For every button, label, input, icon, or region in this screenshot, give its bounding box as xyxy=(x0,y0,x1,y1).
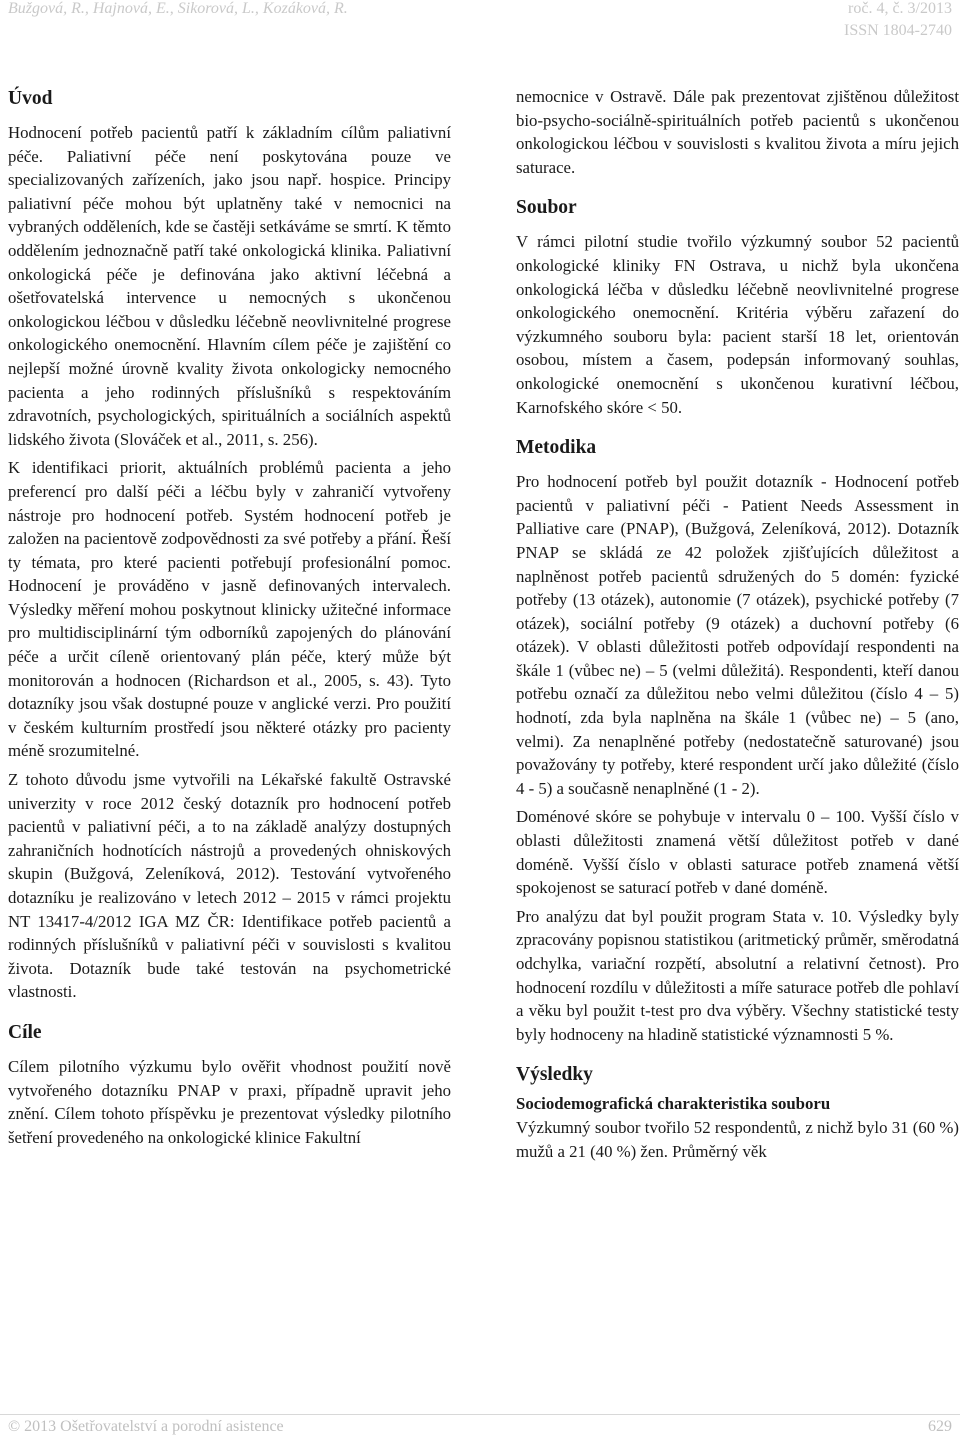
continuation-paragraph: nemocnice v Ostravě. Dále pak prezentovat zjištěnou důležitost bio-psycho-sociálně-spirituálních potřeb pacientů s ukončenou onkologickou léčbou v souvislosti s kvalitou života a míru jejich saturace. xyxy=(516,87,959,177)
footer-divider xyxy=(0,1414,960,1415)
method-paragraph-3: Pro analýzu dat byl použit program Stata v. 10. Výsledky byly zpracovány popisnou statistikou (aritmetický průměr, směrodatná odchylka, variační rozpětí, absolutní a relativní četnost). Pro hodnocení rozdílu v důležitosti a míře saturace potřeb dle pohlaví a věku byl použit t-test pro dva výběry. Všechny statistické testy byly hodnoceny na hladině statistické významnosti 5 %. xyxy=(516,906,959,1044)
section-heading-method: Metodika xyxy=(516,437,597,459)
header-authors: Bužgová, R., Hajnová, E., Sikorová, L., Kozáková, R. xyxy=(8,0,348,17)
header-volume: roč. 4, č. 3/2013 xyxy=(848,0,952,17)
intro-paragraph-2: K identifikaci priorit, aktuálních problémů pacienta a jeho preferencí pro další péči a léčbu byly v zahraničí vytvořeny nástroje pro hodnocení potřeb. Systém hodnocení potřeb je založen na pacientově zodpovědnosti za své potřeby a přání. Řeší ty témata, pro které pacienti potřebují profesionální pomoc. Hodnocení je prováděno v jasně definovaných intervalech. Výsledky měření mohou poskytnout klinicky užitečné informace pro multidisciplinární tým odborníků zapojených do plánování péče a určit cíleně orientovaný plán péče, který může být monitorován a hodnocen (Richardson et al., 2005, s. 43). Tyto dotazníky jsou však dostupné pouze v anglické verzi. Pro použití v českém kulturním prostředí jsou některé otázky pro pacienty méně srozumitelné. xyxy=(8,458,451,761)
page-number: 629 xyxy=(928,1418,952,1435)
right-column xyxy=(516,85,959,1164)
method-paragraph-1: Pro hodnocení potřeb byl použit dotazník - Hodnocení potřeb pacientů v paliativní péči - Patient Needs Assessment in Palliative care (PNAP), (Bužgová, Zeleníková, 2012). Dotazník PNAP se skládá ze 42 položek zjišťujících důležitost a naplněnost potřeb pacientů sdružených do 5 domén: fyzické potřeby (13 otázek), autonomie (7 otázek), psychické potřeby (7 otázek), sociální potřeby (9 otázek) a duchovní potřeby (6 otázek). V oblasti důležitosti potřeb odpovídají respondenti na škále 1 (vůbec ne) – 5 (velmi důležitá). Respondenti, kteří danou potřebu označí za důležitou nebo velmi důležitou (číslo 4 – 5) hodnotí, zda byla naplněna na škále 1 (vůbec ne) – 5 (ano, velmi). Za nenaplněné potřeby (nedostatečně saturované) jsou považovány ty potřeby, které respondent určí jako důležité (číslo 4 - 5) a současně nenaplněné (1 - 2). xyxy=(516,472,959,798)
footer-copyright: © 2013 Ošetřovatelství a porodní asistence xyxy=(8,1418,284,1435)
aims-paragraph-1: Cílem pilotního výzkumu bylo ověřit vhodnost použití nově vytvořeného dotazníku PNAP v praxi, případně upravit jeho znění. Cílem tohoto příspěvku je prezentovat výsledky pilotního šetření provedeného na onkologické klinice Fakultní xyxy=(8,1056,451,1147)
method-paragraph-2: Doménové skóre se pohybuje v intervalu 0 – 100. Vyšší číslo v oblasti důležitosti znamená větší důležitost potřeb v dané doméně. Vyšší číslo v oblasti saturace potřeb znamená větší spokojenost se saturací potřeb v dané doméně. xyxy=(516,807,959,898)
page-footer xyxy=(0,1414,960,1440)
page-header xyxy=(0,0,960,52)
header-issn: ISSN 1804-2740 xyxy=(843,22,952,39)
left-column xyxy=(8,86,451,1149)
section-heading-results: Výsledky xyxy=(516,1064,593,1086)
section-heading-sample: Soubor xyxy=(516,197,577,219)
intro-paragraph-3: Z tohoto důvodu jsme vytvořili na Lékařské fakultě Ostravské univerzity v roce 2012 český dotazník pro hodnocení potřeb pacientů v paliativní péči, a to na základě analýzy dostupných zahraničních hodnotících nástrojů a provedených ohniskových skupin (Bužgová, Zeleníková, 2012). Testování vytvořeného dotazníku je realizováno v letech 2012 – 2015 v rámci projektu NT 13417-4/2012 IGA MZ ČR: Identifikace potřeb pacientů a rodinných příslušníků v paliativní péči v souvislosti s kvalitou života. Dotazník bude také testován na psychometrické vlastnosti. xyxy=(8,770,451,1002)
section-heading-aims: Cíle xyxy=(8,1021,42,1043)
sample-paragraph-1: V rámci pilotní studie tvořilo výzkumný soubor 52 pacientů onkologické kliniky FN Ostrava, u nichž byla ukončena onkologická léčba v důsledku léčebně neovlivnitelné progrese onkologického onemocnění. Kritéria výběru zařazení do výzkumného souboru byla: pacient starší 18 let, orientován osobou, místem a časem, podepsán informovaný souhlas, onkologické onemocnění s ukončenou kurativní léčbou, Karnofského skóre < 50. xyxy=(516,232,959,417)
results-paragraph-1: Výzkumný soubor tvořilo 52 respondentů, z nichž bylo 31 (60 %) mužů a 21 (40 %) žen. Průměrný věk xyxy=(516,1118,959,1161)
section-heading-intro: Úvod xyxy=(8,88,53,109)
intro-paragraph-1: Hodnocení potřeb pacientů patří k základním cílům paliativní péče. Paliativní péče není poskytována pouze ve specializovaných zařízeních, jako jsou např. hospice. Principy paliativní péče mohou být uplatněny také v nemocnici na vybraných odděleních, kde se častěji setkáváme se smrtí. K těmto oddělením jednoznačně patří také onkologická klinika. Paliativní onkologická péče je definována jako aktivní léčebná a ošetřovatelská intervence u nemocných s ukončenou onkologickou léčbou v důsledku léčebně neovlivnitelné progrese onkologického onemocnění. Hlavním cílem péče je zajištění co nejlepší možné úrovně kvality života onkologicky nemocného pacienta a jeho rodinných příslušníků s respektováním zdravotních, psychologických, spirituálních a sociálních aspektů lidského života (Slováček et al., 2011, s. 256). xyxy=(8,123,451,449)
subsection-heading-sociodemographic: Sociodemografická charakteristika souboru xyxy=(516,1094,831,1114)
